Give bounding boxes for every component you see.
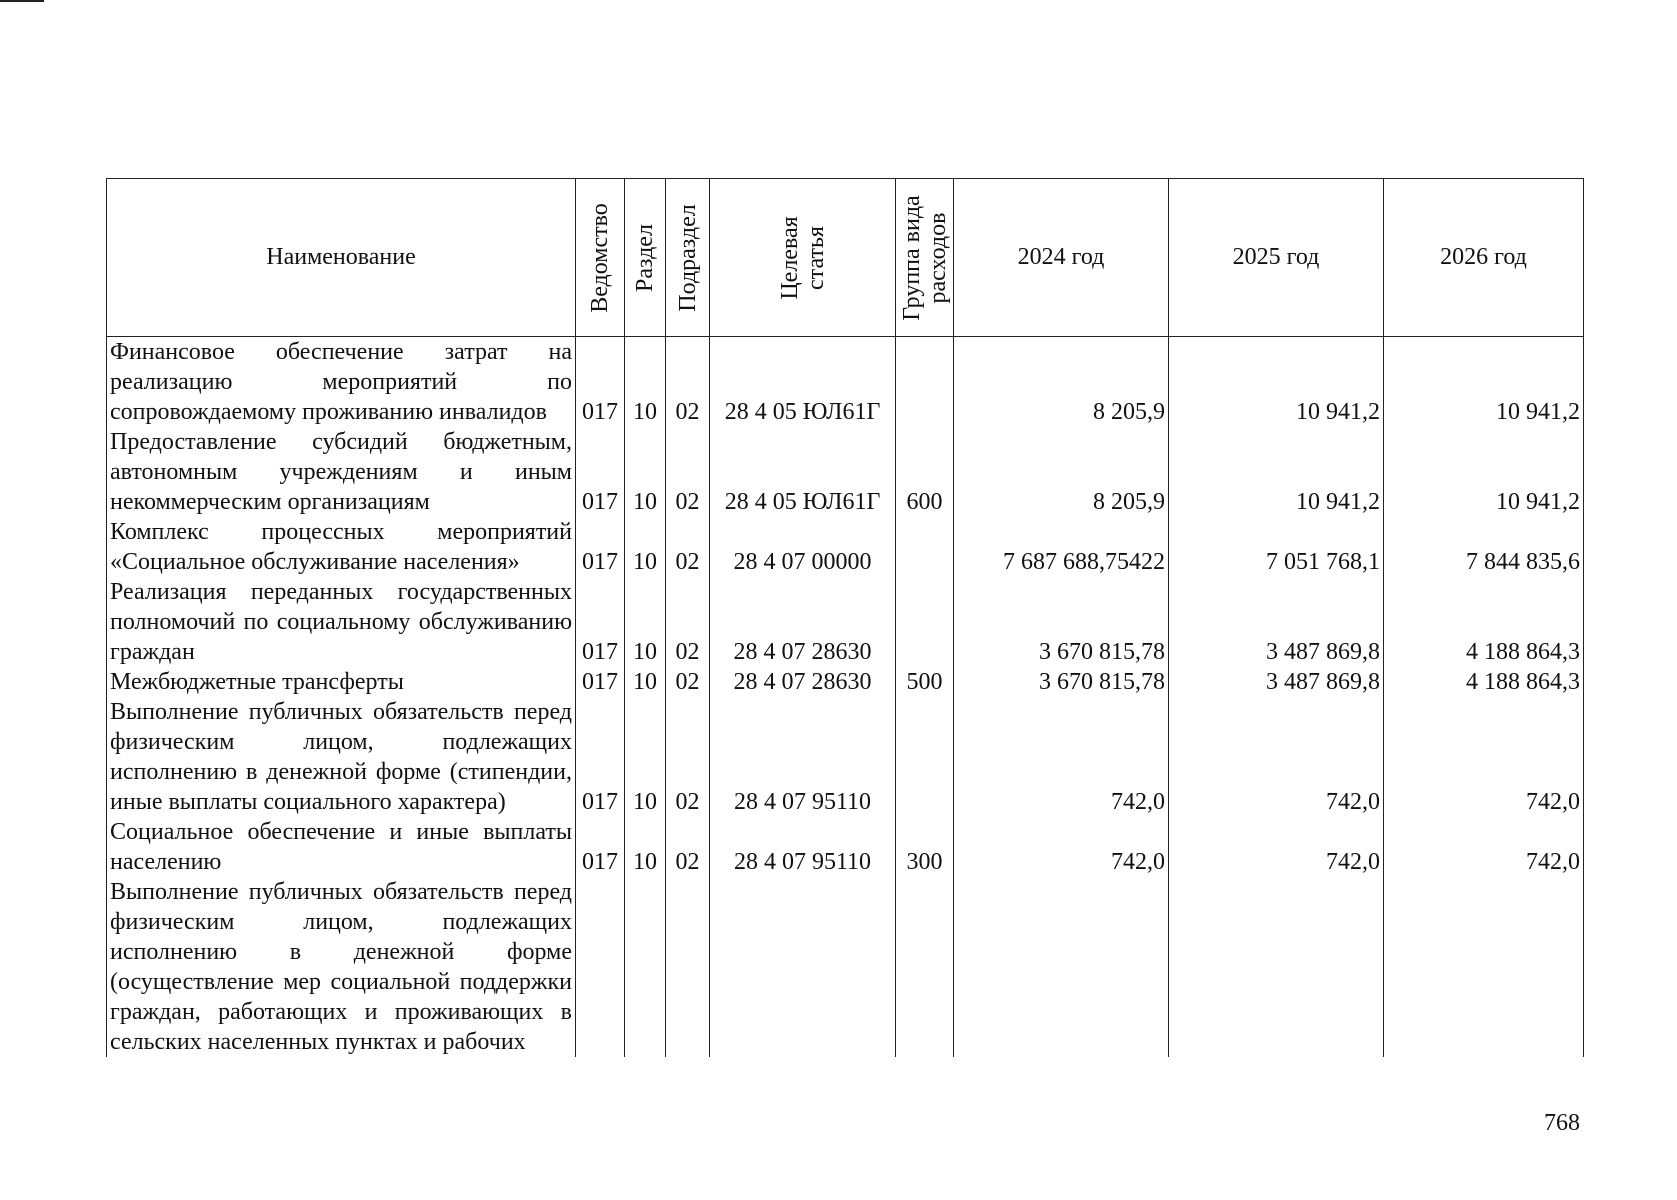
header-2026: 2026 год — [1384, 179, 1584, 337]
row-podrazdel: 02 — [666, 817, 710, 877]
row-name: Реализация переданных государственных полномочий по социальному обслуживанию граждан — [107, 577, 576, 667]
row-2024: 7 687 688,75422 — [954, 517, 1169, 577]
table-row — [107, 667, 1584, 697]
row-vedomstvo: 017 — [576, 517, 625, 577]
row-name: Социальное обеспечение и иные выплаты населению — [107, 817, 576, 877]
table-row — [107, 577, 1584, 667]
table-header-row — [107, 179, 1584, 337]
row-2025: 742,0 — [1169, 817, 1384, 877]
row-2026: 742,0 — [1384, 697, 1584, 817]
row-2026: 10 941,2 — [1384, 337, 1584, 428]
row-2026: 10 941,2 — [1384, 427, 1584, 517]
row-name: Комплекс процессных мероприятий «Социальное обслуживание населения» — [107, 517, 576, 577]
row-name: Выполнение публичных обязательств перед физическим лицом, подлежащих исполнению в денежной форме (осуществление мер социальной поддержки граждан, работающих и проживающих в сельских населенных пунктах и рабочих — [107, 877, 576, 1057]
row-2026: 4 188 864,3 — [1384, 667, 1584, 697]
table-row — [107, 697, 1584, 817]
row-2025 — [1169, 877, 1384, 1057]
row-podrazdel: 02 — [666, 337, 710, 428]
row-name: Финансовое обеспечение затрат на реализацию мероприятий по сопровождаемому проживанию инвалидов — [107, 337, 576, 428]
row-podrazdel — [666, 877, 710, 1057]
row-name: Предоставление субсидий бюджетным, автономным учреждениям и иным некоммерческим организациям — [107, 427, 576, 517]
row-2024: 8 205,9 — [954, 427, 1169, 517]
row-vedomstvo — [576, 877, 625, 1057]
row-gruppa-rashodov: 600 — [896, 427, 954, 517]
row-razdel: 10 — [625, 517, 666, 577]
header-name: Наименование — [107, 179, 576, 337]
row-vedomstvo: 017 — [576, 697, 625, 817]
header-2024: 2024 год — [954, 179, 1169, 337]
row-vedomstvo: 017 — [576, 577, 625, 667]
row-2026: 4 188 864,3 — [1384, 577, 1584, 667]
table-row — [107, 817, 1584, 877]
row-celevaya-statya — [710, 877, 896, 1057]
row-2024: 8 205,9 — [954, 337, 1169, 428]
row-gruppa-rashodov — [896, 877, 954, 1057]
row-gruppa-rashodov — [896, 697, 954, 817]
table-row — [107, 517, 1584, 577]
header-razdel: Раздел — [625, 179, 666, 337]
row-2024 — [954, 877, 1169, 1057]
header-celevaya-statya: Целевая статья — [710, 179, 896, 337]
row-2026 — [1384, 877, 1584, 1057]
row-gruppa-rashodov: 500 — [896, 667, 954, 697]
row-gruppa-rashodov: 300 — [896, 817, 954, 877]
row-razdel: 10 — [625, 427, 666, 517]
row-celevaya-statya: 28 4 07 00000 — [710, 517, 896, 577]
row-2024: 742,0 — [954, 817, 1169, 877]
row-2025: 10 941,2 — [1169, 337, 1384, 428]
row-2025: 742,0 — [1169, 697, 1384, 817]
row-vedomstvo: 017 — [576, 667, 625, 697]
header-gruppa-rashodov: Группа вида расходов — [896, 179, 954, 337]
row-celevaya-statya: 28 4 07 95110 — [710, 817, 896, 877]
row-2025: 10 941,2 — [1169, 427, 1384, 517]
row-razdel — [625, 877, 666, 1057]
page-corner-mark — [0, 0, 44, 2]
table-row — [107, 877, 1584, 1057]
row-podrazdel: 02 — [666, 517, 710, 577]
row-vedomstvo: 017 — [576, 427, 625, 517]
row-name: Межбюджетные трансферты — [107, 667, 576, 697]
row-razdel: 10 — [625, 697, 666, 817]
row-gruppa-rashodov — [896, 577, 954, 667]
row-podrazdel: 02 — [666, 427, 710, 517]
row-name: Выполнение публичных обязательств перед физическим лицом, подлежащих исполнению в денежной форме (стипендии, иные выплаты социального характера) — [107, 697, 576, 817]
row-razdel: 10 — [625, 577, 666, 667]
row-celevaya-statya: 28 4 05 ЮЛ61Г — [710, 337, 896, 428]
row-gruppa-rashodov — [896, 517, 954, 577]
row-2025: 3 487 869,8 — [1169, 667, 1384, 697]
row-podrazdel: 02 — [666, 667, 710, 697]
row-celevaya-statya: 28 4 07 95110 — [710, 697, 896, 817]
header-vedomstvo: Ведомство — [576, 179, 625, 337]
row-2026: 7 844 835,6 — [1384, 517, 1584, 577]
row-gruppa-rashodov — [896, 337, 954, 428]
budget-table — [106, 178, 1584, 1057]
row-celevaya-statya: 28 4 07 28630 — [710, 577, 896, 667]
row-razdel: 10 — [625, 817, 666, 877]
row-2024: 3 670 815,78 — [954, 667, 1169, 697]
row-vedomstvo: 017 — [576, 817, 625, 877]
table-row — [107, 427, 1584, 517]
row-celevaya-statya: 28 4 05 ЮЛ61Г — [710, 427, 896, 517]
page-number: 768 — [1544, 1110, 1580, 1136]
row-2026: 742,0 — [1384, 817, 1584, 877]
row-podrazdel: 02 — [666, 697, 710, 817]
table-row — [107, 337, 1584, 428]
row-2024: 3 670 815,78 — [954, 577, 1169, 667]
row-2025: 7 051 768,1 — [1169, 517, 1384, 577]
row-celevaya-statya: 28 4 07 28630 — [710, 667, 896, 697]
header-podrazdel: Подраздел — [666, 179, 710, 337]
row-vedomstvo: 017 — [576, 337, 625, 428]
row-razdel: 10 — [625, 337, 666, 428]
row-razdel: 10 — [625, 667, 666, 697]
row-podrazdel: 02 — [666, 577, 710, 667]
header-2025: 2025 год — [1169, 179, 1384, 337]
row-2024: 742,0 — [954, 697, 1169, 817]
row-2025: 3 487 869,8 — [1169, 577, 1384, 667]
